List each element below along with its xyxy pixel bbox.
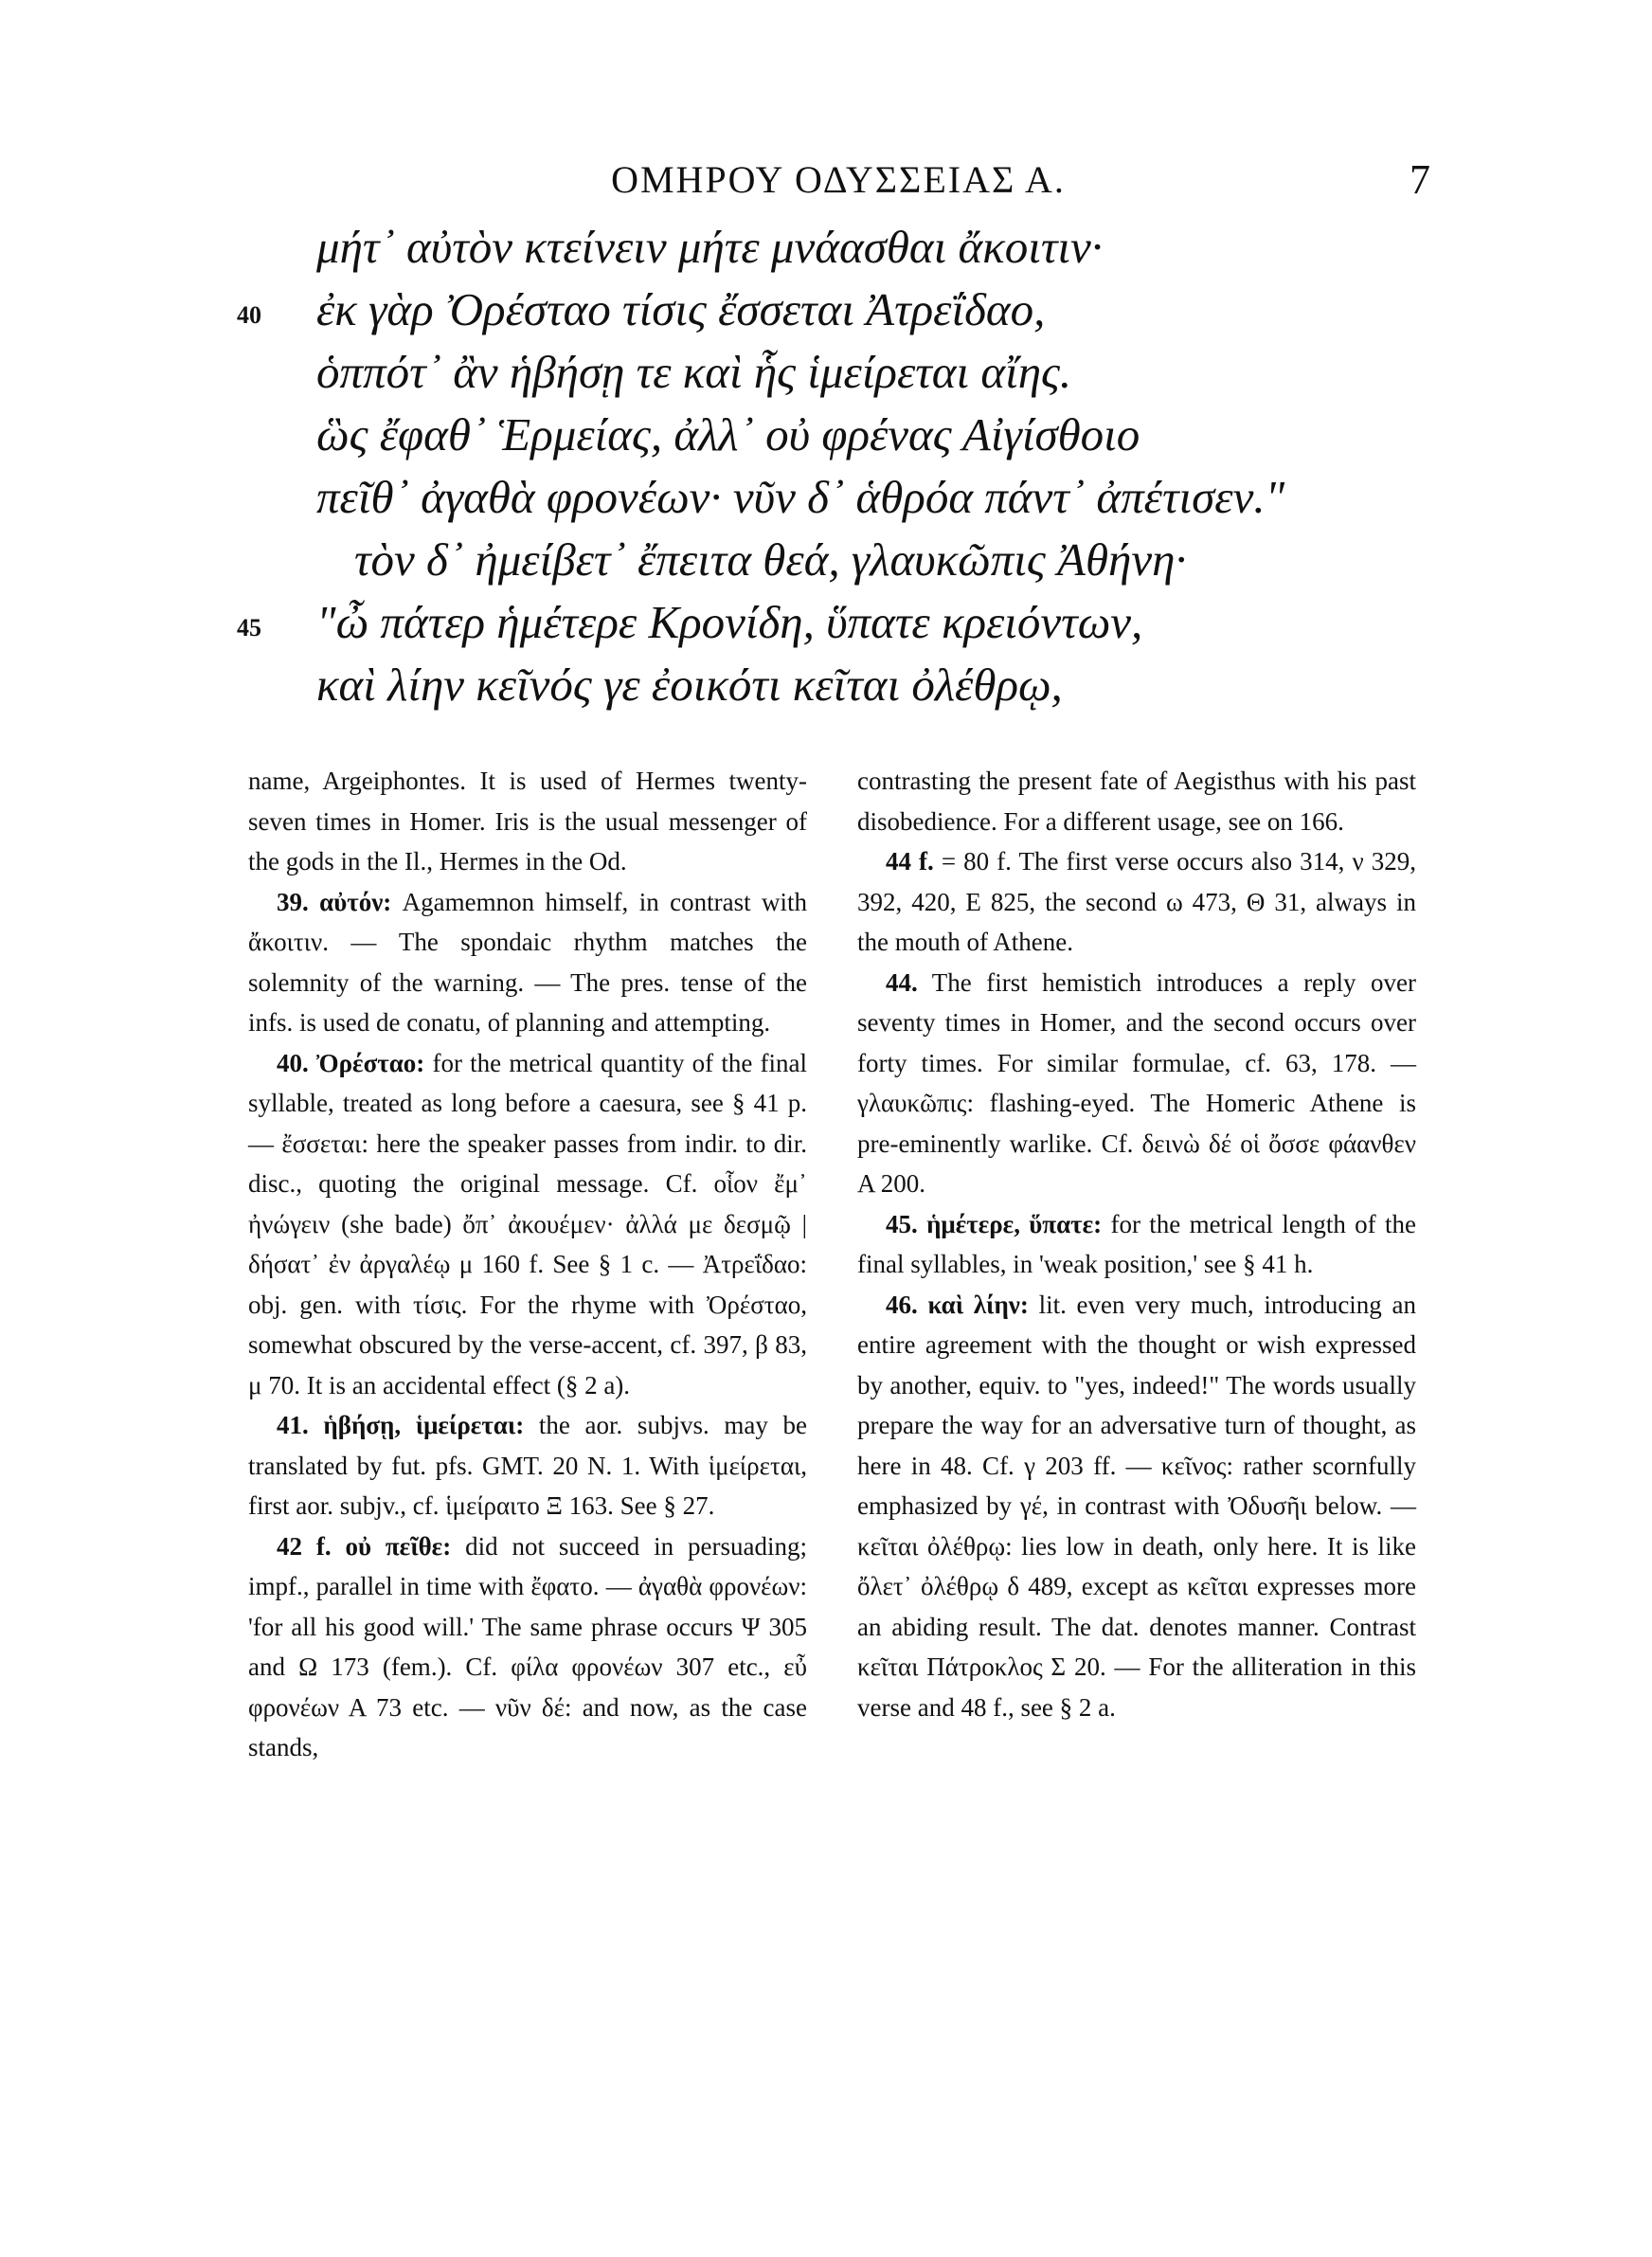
- commentary-column-left: [248, 761, 807, 1768]
- note-text: Agamemnon himself, in contrast with ἄκοιτιν. — The spondaic rhythm matches the solemnity of the warning. — The pres. tense of the infs. is used de conatu, of planning and attempting.: [248, 887, 807, 1037]
- commentary-note: [857, 841, 1416, 963]
- verse-number: 40: [237, 301, 261, 329]
- verse-text: ὁππότ᾽ ἂν ἡβήσῃ τε καὶ ἧς ἱμείρεται αἴης.: [316, 346, 1072, 398]
- note-reference: 44.: [886, 967, 918, 997]
- verse-line: [237, 529, 1468, 591]
- commentary-note: [857, 963, 1416, 1204]
- verse-number: 45: [237, 614, 261, 641]
- running-head: [246, 152, 1430, 208]
- commentary-note: [248, 1043, 807, 1406]
- verse-text: μήτ᾽ αὐτὸν κτείνειν μήτε μνάασθαι ἄκοιτιν·: [316, 221, 1104, 273]
- verse-line: [237, 654, 1468, 716]
- greek-verses: [237, 216, 1468, 716]
- verse-text: πεῖθ᾽ ἀγαθὰ φρονέων· νῦν δ᾽ ἁθρόα πάντ᾽ ἀπέτισεν.": [316, 471, 1285, 523]
- commentary-note: [857, 761, 1416, 841]
- verse-text: "ὦ πάτερ ἡμέτερε Κρονίδη, ὕπατε κρειόντων,: [316, 596, 1143, 648]
- note-reference: 46. καὶ λίην:: [886, 1290, 1029, 1319]
- commentary-note: [857, 1285, 1416, 1728]
- verse-line: [237, 341, 1468, 404]
- note-text: for the metrical length of the final syllables, in 'weak position,' see § 41 h.: [857, 1209, 1416, 1278]
- note-reference: 45. ἡμέτερε, ὕπατε:: [886, 1209, 1103, 1238]
- commentary-note: [248, 761, 807, 882]
- note-text: name, Argeiphontes. It is used of Hermes twenty-seven times in Homer. Iris is the usual messenger of the gods in the Il., Hermes in the Od.: [248, 767, 807, 876]
- commentary-note: [248, 882, 807, 1043]
- note-text: the aor. subjvs. may be translated by fut. pfs. GMT. 20 N. 1. With ἱμείρεται, first aor. subjv., cf. ἱμείραιτο Ξ 163. See § 27.: [248, 1411, 808, 1520]
- verse-text: ἐκ γὰρ Ὀρέσταο τίσις ἔσσεται Ἀτρεΐδαο,: [316, 283, 1046, 335]
- running-title: ΟΜΗΡΟΥ ΟΔΥΣΣΕΙΑΣ Α.: [611, 158, 1066, 201]
- verse-text: ὣς ἔφαθ᾽ Ἑρμείας, ἀλλ᾽ οὐ φρένας Αἰγίσθοιο: [316, 408, 1140, 460]
- verse-line: [237, 216, 1468, 279]
- note-text: The first hemistich introduces a reply over seventy times in Homer, and the second occurs over forty times. For similar formulae, cf. 63, 178. — γλαυκῶπις: flashing-eyed. The Homeric Athene is pre-eminently warlike. Cf. δεινὼ δέ οἱ ὄσσε φάανθεν Α 200.: [857, 967, 1416, 1198]
- verse-line: [237, 591, 1468, 654]
- commentary-column-right: [857, 761, 1416, 1727]
- commentary: [248, 761, 1429, 2135]
- verse-line: [237, 404, 1468, 466]
- note-reference: 39. αὐτόν:: [277, 887, 392, 916]
- page-number: 7: [1410, 156, 1430, 203]
- note-text: contrasting the present fate of Aegisthus with his past disobedience. For a different usage, see on 166.: [857, 767, 1416, 836]
- verse-text: καὶ λίην κεῖνός γε ἐοικότι κεῖται ὀλέθρῳ,: [316, 659, 1063, 711]
- note-text: = 80 f. The first verse occurs also 314, ν 329, 392, 420, Ε 825, the second ω 473, Θ 31, always in the mouth of Athene.: [857, 847, 1416, 956]
- note-text: did not succeed in persuading; impf., parallel in time with ἔφατο. — ἀγαθὰ φρονέων: 'for all his good will.' The same phrase occurs Ψ 305 and Ω 173 (fem.). Cf. φίλα φρονέων 307 etc., εὖ φρονέων Α 73 etc. — νῦν δέ: and now, as the case stands,: [248, 1531, 807, 1761]
- note-text: for the metrical quantity of the final syllable, treated as long before a caesura, see § 41 p. — ἔσσεται: here the speaker passes from indir. to dir. disc., quoting the original message. Cf. οἷον ἔμ᾽ ἠνώγειν (she bade) ὄπ᾽ ἀκουέμεν· ἀλλά με δεσμῷ | δήσατ᾽ ἐν ἀργαλέῳ μ 160 f. See § 1 c. — Ἀτρεΐδαο: obj. gen. with τίσις. For the rhyme with Ὀρέσταο, somewhat obscured by the verse-accent, cf. 397, β 83, μ 70. It is an accidental effect (§ 2 a).: [248, 1048, 807, 1399]
- note-text: lit. even very much, introducing an entire agreement with the thought or wish expressed by another, equiv. to "yes, indeed!" The words usually prepare the way for an adversative turn of thought, as here in 48. Cf. γ 203 ff. — κεῖνος: rather scornfully emphasized by γέ, in contrast with Ὀδυσῆι below. — κεῖται ὀλέθρῳ: lies low in death, only here. It is like ὄλετ᾽ ὀλέθρῳ δ 489, except as κεῖται expresses more an abiding result. The dat. denotes manner. Contrast κεῖται Πάτροκλος Σ 20. — For the alliteration in this verse and 48 f., see § 2 a.: [857, 1290, 1416, 1722]
- verse-line: [237, 279, 1468, 341]
- note-reference: 41. ἡβήσῃ, ἱμείρεται:: [277, 1411, 525, 1439]
- note-reference: 40. Ὀρέσταο:: [277, 1048, 425, 1077]
- commentary-note: [248, 1405, 807, 1526]
- commentary-note: [857, 1204, 1416, 1285]
- commentary-note: [248, 1526, 807, 1768]
- note-reference: 42 f. οὐ πεῖθε:: [277, 1531, 452, 1561]
- verse-line: [237, 466, 1468, 529]
- verse-text: τὸν δ᾽ ἠμείβετ᾽ ἔπειτα θεά, γλαυκῶπις Ἀθήνη·: [354, 533, 1187, 586]
- note-reference: 44 f.: [886, 847, 934, 876]
